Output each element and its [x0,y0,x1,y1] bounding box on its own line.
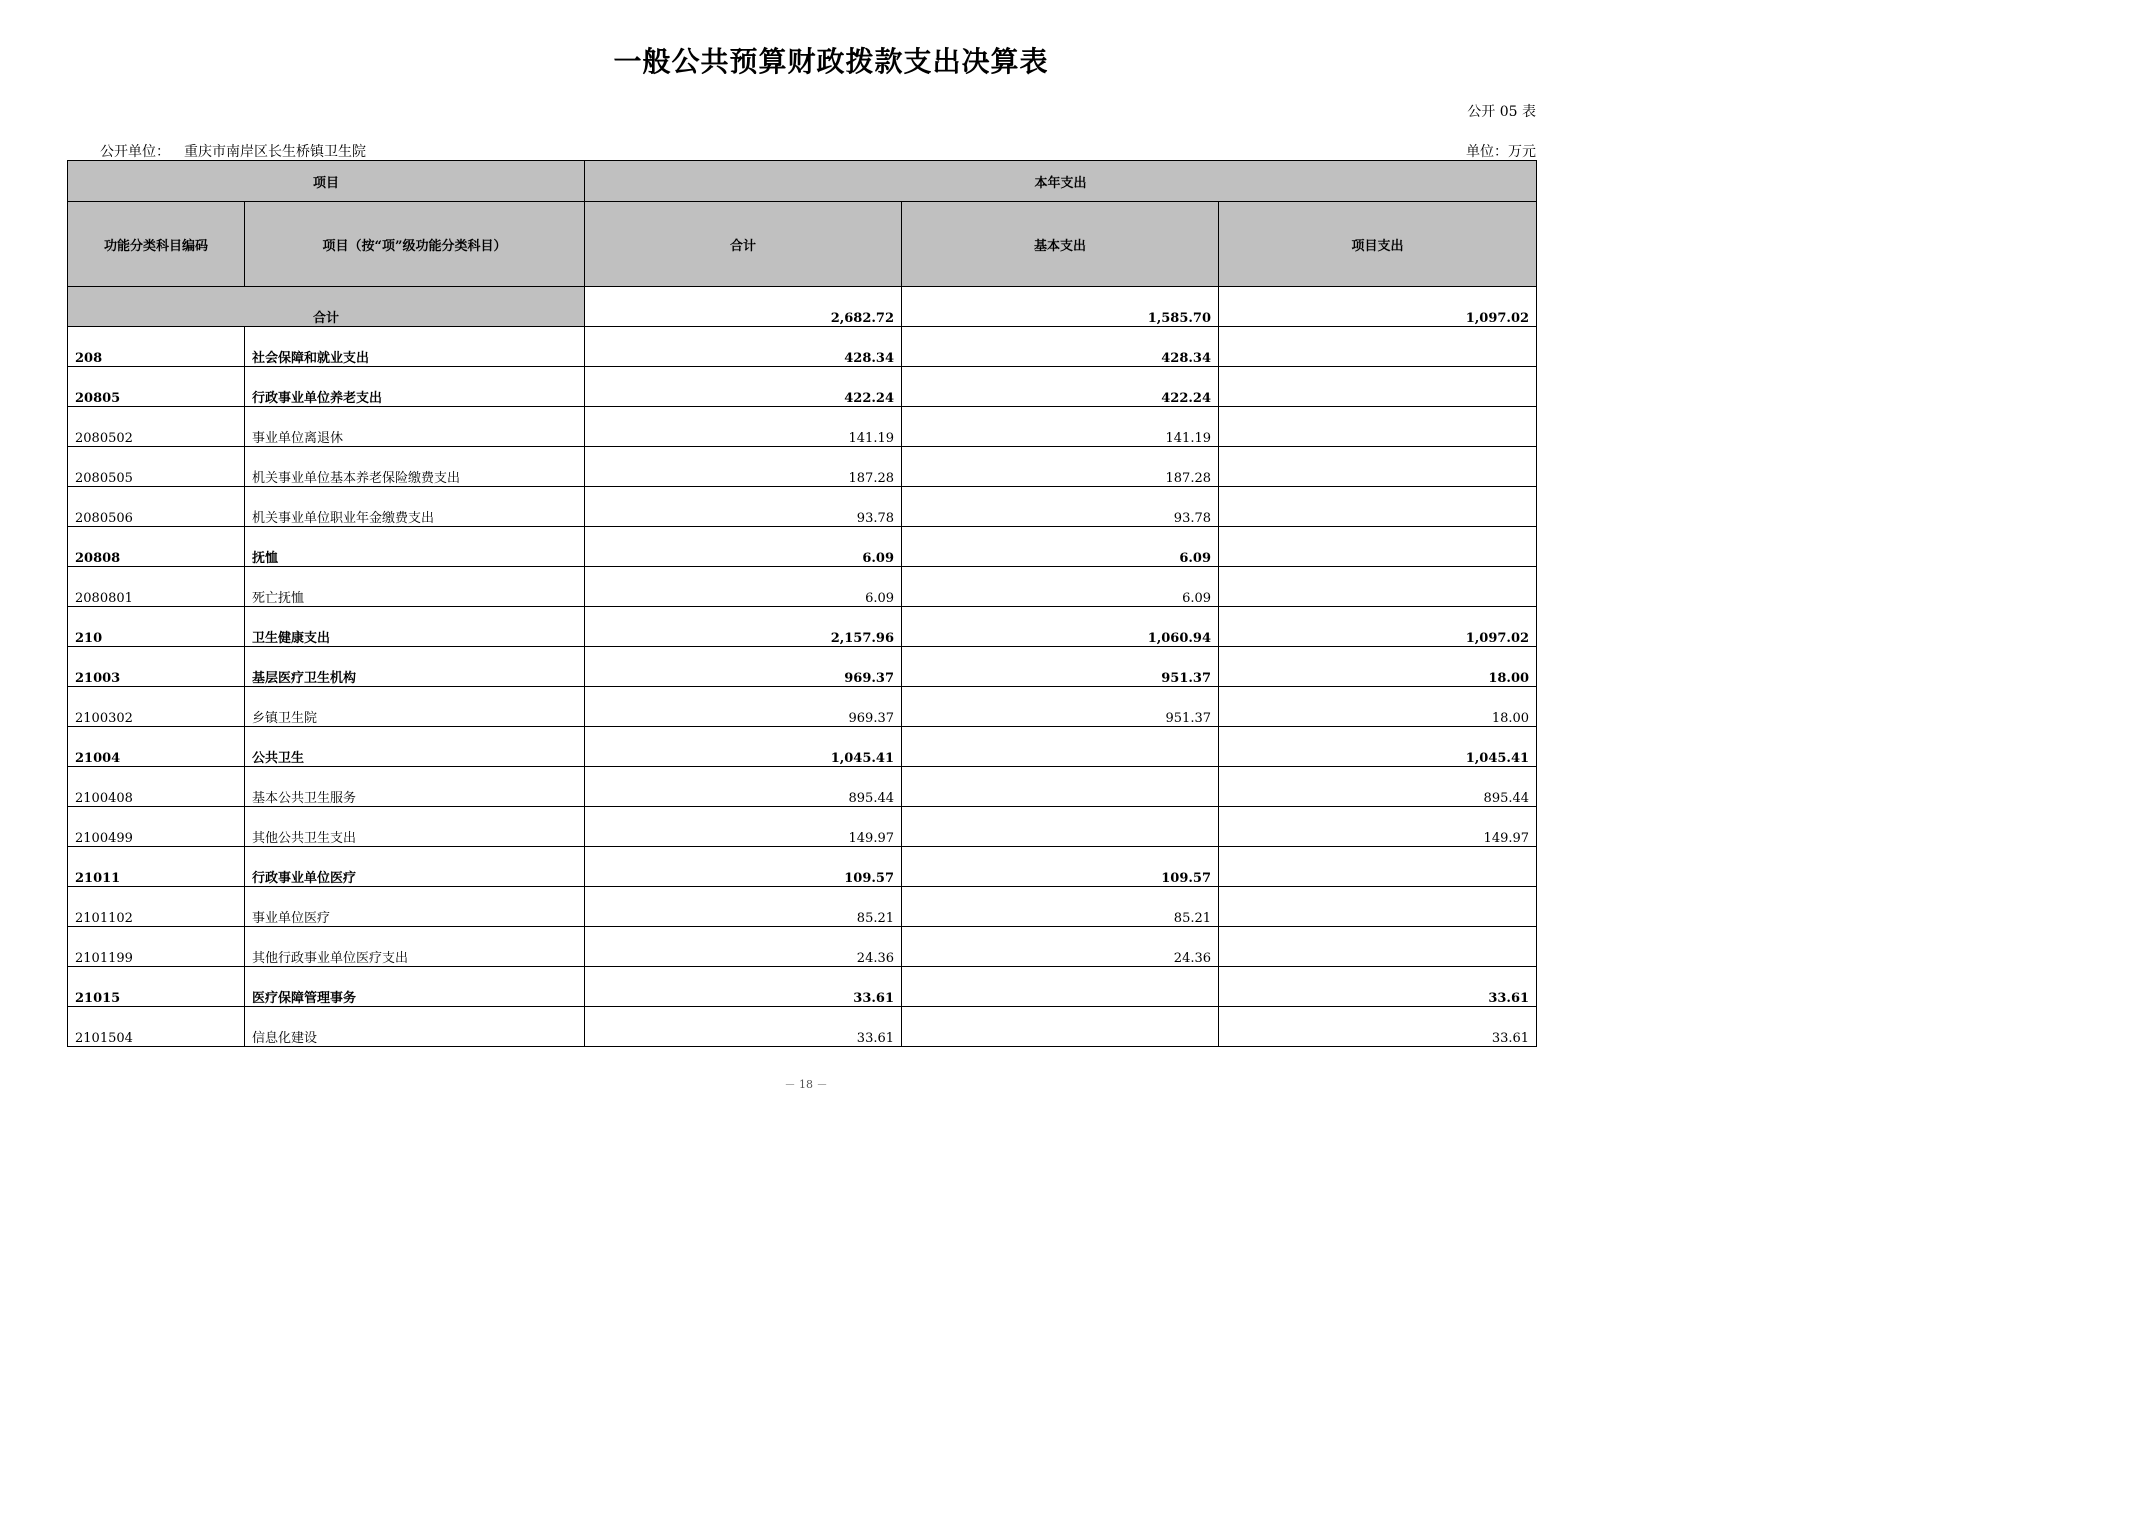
row-basic-cell [902,1007,1219,1047]
row-project-cell: 18.00 [1219,687,1537,727]
reporting-org [100,141,366,161]
header-item: 项目 [68,161,585,202]
row-basic-cell: 187.28 [902,447,1219,487]
table-body [68,287,1537,1047]
header-total: 合计 [585,202,902,287]
row-basic-cell: 6.09 [902,567,1219,607]
row-project-cell: 18.00 [1219,647,1537,687]
row-total-cell: 141.19 [585,407,902,447]
row-name-cell: 其他行政事业单位医疗支出 [245,927,585,967]
row-basic-cell: 951.37 [902,647,1219,687]
table-row [68,927,1537,967]
row-total-cell: 149.97 [585,807,902,847]
row-project-cell [1219,527,1537,567]
header-code: 功能分类科目编码 [68,202,245,287]
header-project: 项目支出 [1219,202,1537,287]
row-project-cell [1219,927,1537,967]
row-name-cell: 事业单位医疗 [245,887,585,927]
row-name-cell: 乡镇卫生院 [245,687,585,727]
header-current-year: 本年支出 [585,161,1537,202]
row-total-cell: 895.44 [585,767,902,807]
row-code-cell: 21003 [68,647,245,687]
row-basic-cell: 422.24 [902,367,1219,407]
row-project-cell [1219,487,1537,527]
row-code-cell: 2101102 [68,887,245,927]
table-row [68,647,1537,687]
row-project-cell [1219,887,1537,927]
row-name-cell: 社会保障和就业支出 [245,327,585,367]
row-code-cell: 210 [68,607,245,647]
row-total-cell: 6.09 [585,567,902,607]
row-code-cell: 2101504 [68,1007,245,1047]
total-project-cell: 1,097.02 [1219,287,1537,327]
row-code-cell: 21004 [68,727,245,767]
row-code-cell: 21011 [68,847,245,887]
row-name-cell: 行政事业单位养老支出 [245,367,585,407]
row-total-cell: 969.37 [585,687,902,727]
header-basic: 基本支出 [902,202,1219,287]
row-total-cell: 24.36 [585,927,902,967]
row-basic-cell: 1,060.94 [902,607,1219,647]
row-basic-cell [902,807,1219,847]
row-basic-cell: 93.78 [902,487,1219,527]
row-basic-cell: 951.37 [902,687,1219,727]
row-total-cell: 969.37 [585,647,902,687]
page-title: 一般公共预算财政拨款支出决算表 [613,45,1049,78]
form-number: 公开 05 表 [1467,104,1536,120]
table-row [68,807,1537,847]
row-total-cell: 1,045.41 [585,727,902,767]
row-project-cell: 33.61 [1219,967,1537,1007]
total-row [68,287,1537,327]
row-code-cell: 2100408 [68,767,245,807]
row-name-cell: 基层医疗卫生机构 [245,647,585,687]
row-project-cell: 1,097.02 [1219,607,1537,647]
table-row [68,447,1537,487]
row-total-cell: 428.34 [585,327,902,367]
money-unit: 单位：万元 [1466,144,1536,160]
row-project-cell: 149.97 [1219,807,1537,847]
row-total-cell: 33.61 [585,1007,902,1047]
row-basic-cell [902,727,1219,767]
row-code-cell: 2100302 [68,687,245,727]
table-row [68,327,1537,367]
row-total-cell: 85.21 [585,887,902,927]
row-basic-cell: 428.34 [902,327,1219,367]
row-project-cell: 33.61 [1219,1007,1537,1047]
row-name-cell: 抚恤 [245,527,585,567]
table-row [68,407,1537,447]
row-code-cell: 2080505 [68,447,245,487]
row-basic-cell: 6.09 [902,527,1219,567]
org-name: 重庆市南岸区长生桥镇卫生院 [184,144,366,160]
row-name-cell: 事业单位离退休 [245,407,585,447]
total-label: 合计 [68,287,585,327]
row-total-cell: 6.09 [585,527,902,567]
table-row [68,607,1537,647]
table-row [68,687,1537,727]
header-row-sub [68,202,1537,287]
row-basic-cell: 141.19 [902,407,1219,447]
table-row [68,727,1537,767]
row-name-cell: 信息化建设 [245,1007,585,1047]
total-basic-cell: 1,585.70 [902,287,1219,327]
row-code-cell: 2080502 [68,407,245,447]
table-row [68,567,1537,607]
row-code-cell: 208 [68,327,245,367]
row-basic-cell [902,967,1219,1007]
row-name-cell: 卫生健康支出 [245,607,585,647]
row-name-cell: 公共卫生 [245,727,585,767]
row-code-cell: 2100499 [68,807,245,847]
row-basic-cell: 24.36 [902,927,1219,967]
row-name-cell: 机关事业单位职业年金缴费支出 [245,487,585,527]
table-row [68,767,1537,807]
row-project-cell [1219,847,1537,887]
header-name: 项目（按“项”级功能分类科目） [245,202,585,287]
row-name-cell: 医疗保障管理事务 [245,967,585,1007]
row-total-cell: 93.78 [585,487,902,527]
table-row [68,487,1537,527]
row-basic-cell: 85.21 [902,887,1219,927]
page-number: － 18 － [784,1078,828,1091]
row-name-cell: 基本公共卫生服务 [245,767,585,807]
table-row [68,847,1537,887]
table-row [68,527,1537,567]
row-total-cell: 422.24 [585,367,902,407]
row-project-cell [1219,567,1537,607]
row-code-cell: 2080801 [68,567,245,607]
row-basic-cell: 109.57 [902,847,1219,887]
row-code-cell: 21015 [68,967,245,1007]
row-project-cell [1219,367,1537,407]
table-row [68,367,1537,407]
row-name-cell: 机关事业单位基本养老保险缴费支出 [245,447,585,487]
unit-info-row [100,141,1536,161]
budget-table [67,160,1537,1047]
row-project-cell [1219,407,1537,447]
row-code-cell: 20808 [68,527,245,567]
row-total-cell: 33.61 [585,967,902,1007]
row-name-cell: 行政事业单位医疗 [245,847,585,887]
row-code-cell: 2101199 [68,927,245,967]
header-row-top [68,161,1537,202]
table-row [68,967,1537,1007]
row-name-cell: 其他公共卫生支出 [245,807,585,847]
row-total-cell: 2,157.96 [585,607,902,647]
row-name-cell: 死亡抚恤 [245,567,585,607]
row-project-cell: 895.44 [1219,767,1537,807]
row-project-cell [1219,327,1537,367]
row-code-cell: 2080506 [68,487,245,527]
row-project-cell [1219,447,1537,487]
row-total-cell: 187.28 [585,447,902,487]
row-basic-cell [902,767,1219,807]
org-label: 公开单位： [100,144,170,160]
row-project-cell: 1,045.41 [1219,727,1537,767]
table-row [68,887,1537,927]
row-total-cell: 109.57 [585,847,902,887]
row-code-cell: 20805 [68,367,245,407]
total-sum-cell: 2,682.72 [585,287,902,327]
table-row [68,1007,1537,1047]
